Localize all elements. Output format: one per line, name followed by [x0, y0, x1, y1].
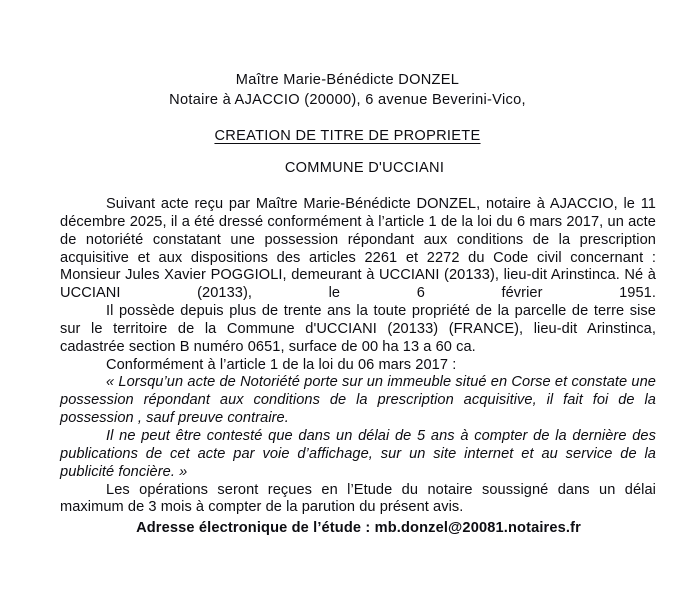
paragraph-acte-recu: Suivant acte reçu par Maître Marie-Bénédicte DONZEL, notaire à AJACCIO, le 11 décembre 2025, il a été dressé conformément à l’article 1 de la loi du 6 mars 2017, un acte de notoriété constatant une possession répondant aux conditions de la prescription acquisitive et aux dispositions des articles 2261 et 2272 du Code civil concernant : Monsieur Jules Xavier POGGIOLI, demeurant à UCCIANI (20133), lieu-dit Arinstinca. Né à UCCIANI (20133), le 6 février 1951.: [60, 196, 656, 302]
page-title-text: CREATION DE TITRE DE PROPRIETE: [214, 128, 481, 144]
document-body: [60, 196, 656, 517]
paragraph-citation-1: « Lorsqu’un acte de Notoriété porte sur un immeuble situé en Corse et constate une possession répondant aux conditions de la prescription acquisitive, il fait foi de la possession , sauf preuve contraire.: [60, 374, 656, 427]
notary-name: Maître Marie-Bénédicte DONZEL: [235, 72, 460, 88]
commune-subtitle: COMMUNE D'UCCIANI: [284, 160, 445, 176]
page-title: [0, 126, 695, 146]
notary-address: Notaire à AJACCIO (20000), 6 avenue Beverini-Vico,: [169, 92, 526, 108]
notary-header: [0, 70, 695, 110]
email-address-line: Adresse électronique de l’étude : mb.donzel@20081.notaires.fr: [136, 520, 581, 536]
paragraph-citation-2: Il ne peut être contesté que dans un délai de 5 ans à compter de la dernière des publications de cet acte par voie d’affichage, sur un site internet et au service de la publicité foncière. »: [60, 427, 656, 480]
paragraph-operations: Les opérations seront reçues en l’Etude du notaire soussigné dans un délai maximum de 3 mois à compter de la parution du présent avis.: [60, 481, 656, 516]
paragraph-conformement: Conformément à l’article 1 de la loi du 06 mars 2017 :: [106, 356, 457, 373]
paragraph-possession: Il possède depuis plus de trente ans la toute propriété de la parcelle de terre sise sur le territoire de la Commune d'UCCIANI (20133) (FRANCE), lieu-dit Arinstinca, cadastrée section B numéro 0651, surface de 00 ha 13 a 60 ca.: [60, 303, 656, 355]
